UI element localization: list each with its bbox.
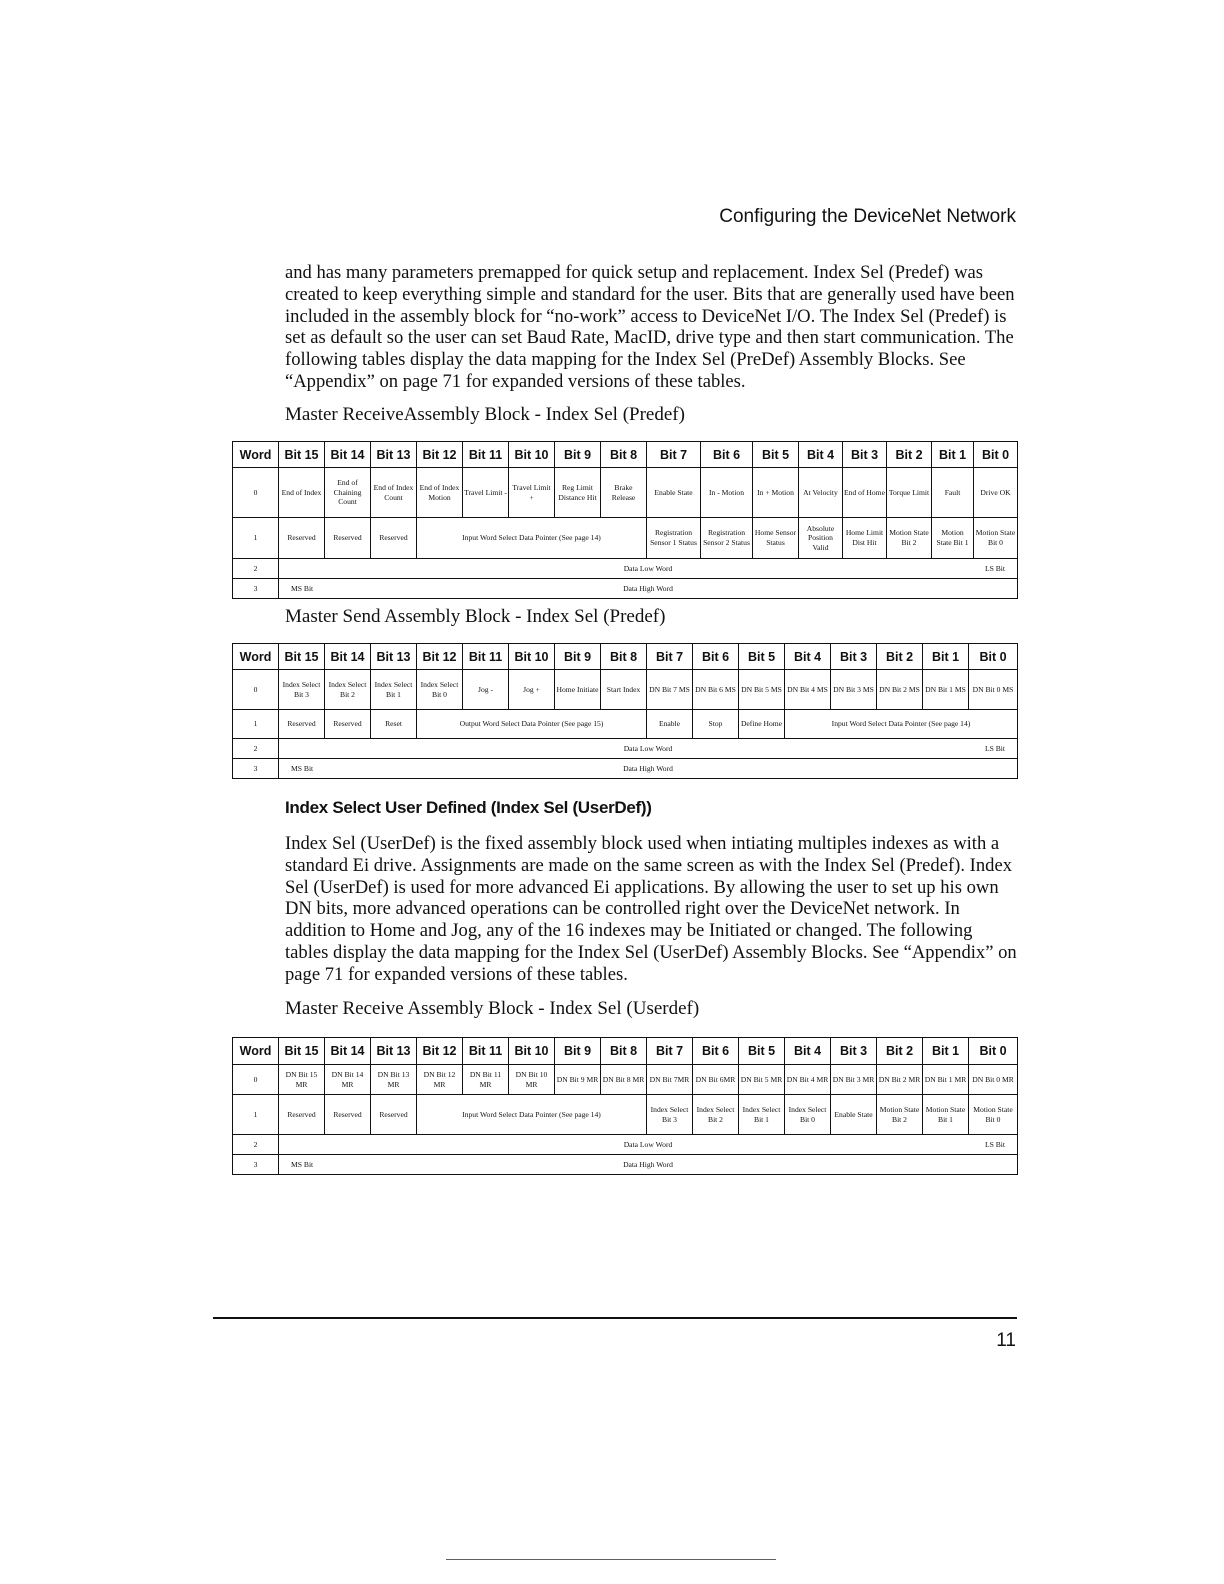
table-cell: DN Bit 13 MR [371, 1065, 417, 1095]
word-cell: 1 [233, 710, 279, 739]
table-cell: DN Bit 11 MR [463, 1065, 509, 1095]
word-cell: 2 [233, 739, 279, 759]
col-bit12: Bit 12 [417, 442, 463, 468]
table-cell: Enable State [831, 1095, 877, 1135]
table-cell: DN Bit 15 MR [279, 1065, 325, 1095]
table-cell: DN Bit 3 MR [831, 1065, 877, 1095]
col-bit11: Bit 11 [463, 644, 509, 670]
col-word: Word [233, 442, 279, 468]
table-cell: Enable [647, 710, 693, 739]
word-cell: 0 [233, 1065, 279, 1095]
table-cell: Reserved [279, 710, 325, 739]
table-cell: End of Index Motion [417, 468, 463, 518]
table-row [233, 710, 1018, 739]
table-cell: DN Bit 0 MR [969, 1065, 1018, 1095]
cell-text: Data Low Word [623, 1139, 673, 1149]
table-cell: Define Home [739, 710, 785, 739]
table-row [233, 670, 1018, 710]
col-bit0: Bit 0 [969, 644, 1018, 670]
table-cell: Reserved [325, 518, 371, 559]
table-cell: End of Index Count [371, 468, 417, 518]
word-cell: 3 [233, 1155, 279, 1175]
word-cell: 2 [233, 1135, 279, 1155]
col-bit11: Bit 11 [463, 1038, 509, 1065]
table2-caption: Master Send Assembly Block - Index Sel (Predef) [285, 606, 666, 627]
bottom-link-underline [446, 1559, 776, 1560]
table-cell: Jog - [463, 670, 509, 710]
word-cell: 1 [233, 1095, 279, 1135]
table-cell: Home Initiate [555, 670, 601, 710]
data-high-word-span [279, 759, 1018, 779]
table-row [233, 559, 1018, 579]
table-cell: DN Bit 1 MS [923, 670, 969, 710]
table-header-row [233, 644, 1018, 670]
table-cell: Reserved [371, 1095, 417, 1135]
table-cell: DN Bit 12 MR [417, 1065, 463, 1095]
col-bit3: Bit 3 [831, 644, 877, 670]
col-bit3: Bit 3 [831, 1038, 877, 1065]
table-cell: In + Motion [753, 468, 799, 518]
table-cell: Motion State Bit 2 [877, 1095, 923, 1135]
table-cell: DN Bit 6 MS [693, 670, 739, 710]
table-cell: Brake Release [601, 468, 647, 518]
table-cell: Home Limit Dist Hit [843, 518, 887, 559]
table-cell: Index Select Bit 1 [371, 670, 417, 710]
table-cell: DN Bit 6MR [693, 1065, 739, 1095]
table-cell: Torque Limit [887, 468, 932, 518]
col-bit4: Bit 4 [785, 644, 831, 670]
table-cell: Index Select Bit 2 [325, 670, 371, 710]
output-word-select-span: Output Word Select Data Pointer (See page 15) [417, 710, 647, 739]
table-cell: At Velocity [799, 468, 843, 518]
input-word-select-span: Input Word Select Data Pointer (See page 14) [785, 710, 1018, 739]
col-bit15: Bit 15 [279, 442, 325, 468]
col-bit5: Bit 5 [739, 644, 785, 670]
table-cell: Index Select Bit 2 [693, 1095, 739, 1135]
table-cell: DN Bit 7 MS [647, 670, 693, 710]
table-cell: Home Sensor Status [753, 518, 799, 559]
table-cell: End of Index [279, 468, 325, 518]
col-bit2: Bit 2 [877, 1038, 923, 1065]
table-cell: Travel Limit + [509, 468, 555, 518]
col-bit12: Bit 12 [417, 1038, 463, 1065]
running-head: Configuring the DeviceNet Network [719, 206, 1016, 227]
table-row [233, 1065, 1018, 1095]
col-bit2: Bit 2 [877, 644, 923, 670]
word-cell: 0 [233, 670, 279, 710]
col-bit7: Bit 7 [647, 442, 701, 468]
col-bit4: Bit 4 [799, 442, 843, 468]
table-cell: DN Bit 8 MR [601, 1065, 647, 1095]
col-bit8: Bit 8 [601, 1038, 647, 1065]
table-cell: DN Bit 10 MR [509, 1065, 555, 1095]
col-bit14: Bit 14 [325, 442, 371, 468]
data-low-word-span [279, 1135, 1018, 1155]
table-row [233, 1155, 1018, 1175]
data-high-word-span [279, 579, 1018, 599]
table-cell: Jog + [509, 670, 555, 710]
table-cell: DN Bit 0 MS [969, 670, 1018, 710]
col-bit4: Bit 4 [785, 1038, 831, 1065]
table-cell: Index Select Bit 3 [647, 1095, 693, 1135]
table-cell: Motion State Bit 0 [974, 518, 1018, 559]
col-bit5: Bit 5 [753, 442, 799, 468]
table-cell: DN Bit 4 MR [785, 1065, 831, 1095]
table-cell: Absolute Position Valid [799, 518, 843, 559]
col-word: Word [233, 644, 279, 670]
col-bit1: Bit 1 [923, 1038, 969, 1065]
table-master-send-predef [232, 643, 1018, 779]
cell-text: Data Low Word [623, 743, 673, 753]
cell-text: Data High Word [623, 763, 673, 773]
table-cell: Travel Limit - [463, 468, 509, 518]
table-master-receive-userdef [232, 1037, 1018, 1175]
table-master-receive-predef [232, 441, 1018, 599]
table-row [233, 468, 1018, 518]
cell-text: Data High Word [623, 1159, 673, 1169]
col-bit7: Bit 7 [647, 644, 693, 670]
col-bit11: Bit 11 [463, 442, 509, 468]
table-cell: Reserved [325, 710, 371, 739]
table-cell: DN Bit 1 MR [923, 1065, 969, 1095]
col-bit12: Bit 12 [417, 644, 463, 670]
col-bit10: Bit 10 [509, 442, 555, 468]
col-bit3: Bit 3 [843, 442, 887, 468]
table-header-row [233, 1038, 1018, 1065]
table-cell: Reset [371, 710, 417, 739]
col-bit6: Bit 6 [693, 644, 739, 670]
word-cell: 2 [233, 559, 279, 579]
col-bit6: Bit 6 [693, 1038, 739, 1065]
table-row [233, 739, 1018, 759]
col-bit9: Bit 9 [555, 644, 601, 670]
col-bit1: Bit 1 [932, 442, 974, 468]
intro-paragraph: and has many parameters premapped for quick setup and replacement. Index Sel (Predef) was created to keep everything simple and standard for the user. Bits that are generally used have been included in the assembly block for “no-work” access to DeviceNet I/O. The Index Sel (Predef) is set as default so the user can set Baud Rate, MacID, drive type and then start communication. The following tables display the data mapping for the Index Sel (PreDef) Assembly Blocks. See “Appendix” on page 71 for expanded versions of these tables. [285, 262, 1015, 392]
col-bit5: Bit 5 [739, 1038, 785, 1065]
table-cell: DN Bit 9 MR [555, 1065, 601, 1095]
col-bit1: Bit 1 [923, 644, 969, 670]
col-bit8: Bit 8 [601, 442, 647, 468]
col-bit9: Bit 9 [555, 442, 601, 468]
table-cell: Motion State Bit 1 [932, 518, 974, 559]
table-cell: Reg Limit Distance Hit [555, 468, 601, 518]
table-cell: DN Bit 2 MR [877, 1065, 923, 1095]
col-bit13: Bit 13 [371, 442, 417, 468]
table-cell: DN Bit 3 MS [831, 670, 877, 710]
table-cell: Index Select Bit 1 [739, 1095, 785, 1135]
input-word-select-span: Input Word Select Data Pointer (See page 14) [417, 518, 647, 559]
table-cell: Index Select Bit 0 [417, 670, 463, 710]
word-cell: 0 [233, 468, 279, 518]
table-cell: Index Select Bit 0 [785, 1095, 831, 1135]
footer-rule [213, 1317, 1017, 1319]
table-cell: Index Select Bit 3 [279, 670, 325, 710]
table-cell: Motion State Bit 1 [923, 1095, 969, 1135]
data-low-word-span [279, 739, 1018, 759]
table-cell: Start Index [601, 670, 647, 710]
data-low-word-span [279, 559, 1018, 579]
col-bit13: Bit 13 [371, 1038, 417, 1065]
table-cell: DN Bit 5 MS [739, 670, 785, 710]
word-cell: 3 [233, 759, 279, 779]
ms-bit-label: MS Bit [291, 763, 314, 773]
col-bit0: Bit 0 [969, 1038, 1018, 1065]
page-number: 11 [996, 1330, 1016, 1351]
table-cell: Registration Sensor 2 Status [701, 518, 753, 559]
table-row [233, 579, 1018, 599]
word-cell: 3 [233, 579, 279, 599]
col-bit13: Bit 13 [371, 644, 417, 670]
col-bit8: Bit 8 [601, 644, 647, 670]
table-header-row [233, 442, 1018, 468]
table-cell: Reserved [325, 1095, 371, 1135]
table-row [233, 518, 1018, 559]
cell-text: Data Low Word [623, 563, 673, 573]
table-row [233, 1095, 1018, 1135]
table-cell: End of Chaining Count [325, 468, 371, 518]
col-bit15: Bit 15 [279, 1038, 325, 1065]
table-cell: Reserved [279, 518, 325, 559]
col-bit6: Bit 6 [701, 442, 753, 468]
col-bit0: Bit 0 [974, 442, 1018, 468]
input-word-select-span: Input Word Select Data Pointer (See page 14) [417, 1095, 647, 1135]
table-row [233, 759, 1018, 779]
word-cell: 1 [233, 518, 279, 559]
table-cell: Registration Sensor 1 Status [647, 518, 701, 559]
table-cell: Stop [693, 710, 739, 739]
table-cell: Fault [932, 468, 974, 518]
table-cell: DN Bit 4 MS [785, 670, 831, 710]
table-row [233, 1135, 1018, 1155]
table-cell: Drive OK [974, 468, 1018, 518]
table-cell: DN Bit 14 MR [325, 1065, 371, 1095]
table-cell: DN Bit 5 MR [739, 1065, 785, 1095]
cell-text: Data High Word [623, 583, 673, 593]
col-bit7: Bit 7 [647, 1038, 693, 1065]
col-bit15: Bit 15 [279, 644, 325, 670]
table-cell: Reserved [279, 1095, 325, 1135]
table-cell: Reserved [371, 518, 417, 559]
table3-caption: Master Receive Assembly Block - Index Sel (Userdef) [285, 998, 700, 1019]
table-cell: DN Bit 2 MS [877, 670, 923, 710]
table1-caption: Master ReceiveAssembly Block - Index Sel (Predef) [285, 404, 685, 425]
ls-bit-label: LS Bit [984, 1139, 1005, 1149]
section-heading: Index Select User Defined (Index Sel (UserDef)) [285, 798, 652, 817]
ms-bit-label: MS Bit [291, 583, 314, 593]
ls-bit-label: LS Bit [984, 743, 1005, 753]
section-paragraph: Index Sel (UserDef) is the fixed assembly block used when intiating multiples indexes as with a standard Ei drive. Assignments are made on the same screen as with the Index Sel (Predef). Index Sel (UserDef) is used for more advanced Ei applications. By allowing the user to set up his own DN bits, more advanced operations can be controlled right over the DeviceNet network. In addition to Home and Jog, any of the 16 indexes may be Initiated or changed. The following tables display the data mapping for the Index Sel (UserDef) Assembly Blocks. See “Appendix” on page 71 for expanded versions of these tables. [285, 833, 1017, 985]
table-cell: DN Bit 7MR [647, 1065, 693, 1095]
col-bit10: Bit 10 [509, 644, 555, 670]
table-cell: Motion State Bit 0 [969, 1095, 1018, 1135]
col-bit2: Bit 2 [887, 442, 932, 468]
data-high-word-span [279, 1155, 1018, 1175]
ms-bit-label: MS Bit [291, 1159, 314, 1169]
table-cell: Enable State [647, 468, 701, 518]
col-bit14: Bit 14 [325, 1038, 371, 1065]
col-bit10: Bit 10 [509, 1038, 555, 1065]
col-word: Word [233, 1038, 279, 1065]
col-bit14: Bit 14 [325, 644, 371, 670]
ls-bit-label: LS Bit [984, 563, 1005, 573]
table-cell: Motion State Bit 2 [887, 518, 932, 559]
table-cell: In - Motion [701, 468, 753, 518]
table-cell: End of Home [843, 468, 887, 518]
col-bit9: Bit 9 [555, 1038, 601, 1065]
